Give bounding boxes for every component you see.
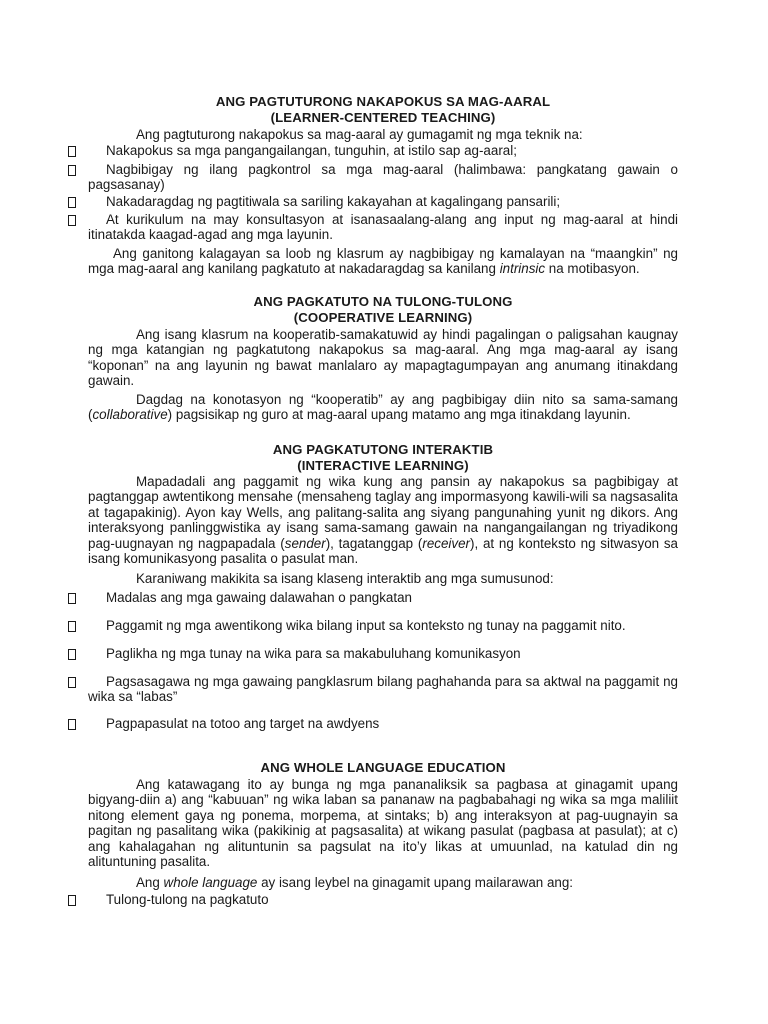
list-item	[68, 162, 678, 193]
paragraph-text: ), tagatanggap (	[325, 535, 423, 551]
bullet-box-icon	[68, 197, 76, 208]
section-title: ANG WHOLE LANGUAGE EDUCATION	[260, 760, 506, 775]
list-item	[68, 674, 678, 705]
list-item	[68, 590, 678, 605]
list-item	[68, 892, 678, 907]
bullet-box-icon	[68, 719, 76, 730]
section-subtitle: (COOPERATIVE LEARNING)	[293, 310, 473, 325]
list-item-text: Nakadaragdag ng pagtitiwala sa sariling kakayahan at kagalingang pansarili;	[106, 194, 561, 209]
list-item	[68, 646, 678, 661]
list-item-text: Tulong-tulong na pagkatuto	[106, 892, 269, 907]
bullet-box-icon	[68, 677, 76, 688]
paragraph-emphasis: sender	[284, 535, 326, 551]
list-item	[68, 212, 678, 243]
paragraph-emphasis: collaborative	[92, 407, 168, 423]
bullet-box-icon	[68, 895, 76, 906]
section-title: ANG PAGTUTURONG NAKAPOKUS SA MAG-AARAL	[215, 94, 551, 109]
section-subtitle: (INTERACTIVE LEARNING)	[297, 458, 469, 473]
list-item	[68, 618, 678, 633]
section-intro: Karaniwang makikita sa isang klaseng interaktib ang mga sumusunod:	[136, 571, 554, 586]
paragraph-text-end: ) pagsisikap ng guro at mag-aaral upang matamo ang mga itinakdang layunin.	[167, 407, 631, 423]
bullet-box-icon	[68, 649, 76, 660]
list-item-text: Pagpapasulat na totoo ang target na awdyens	[106, 716, 380, 731]
list-item-text: Pagsasagawa ng mga gawaing pangklasrum bilang paghahanda para sa aktwal na paggamit ng wika sa “labas”	[88, 674, 678, 705]
paragraph-text-end: ), at ng konteksto ng sitwasyon sa isang komunikasyong pasalita o pasulat man.	[88, 535, 679, 567]
intro-text-end: ay isang leybel na ginagamit upang mailarawan ang:	[257, 875, 574, 890]
closing-text-end: na motibasyon.	[545, 261, 640, 277]
intro-emphasis: whole language	[163, 875, 258, 890]
list-item	[68, 143, 678, 158]
paragraph-text: Dagdag na konotasyon ng “kooperatib” ay ang pagbibigay diin nito sa sama-samang (	[88, 392, 678, 423]
list-item	[68, 716, 678, 731]
list-item-text: Madalas ang mga gawaing dalawahan o pangkatan	[106, 590, 412, 605]
list-item-text: Paglikha ng mga tunay na wika para sa makabuluhang komunikasyon	[106, 646, 521, 661]
list-item	[68, 194, 678, 209]
bullet-box-icon	[68, 215, 76, 226]
section-paragraph: Ang katawagang ito ay bunga ng mga pananaliksik sa pagbasa at ginagamit upang bigyang-diin a) ang “kabuuan” ng wika laban sa pananaw na pagbabahagi ng wika sa mga maliliit nitong element gaya ng ponema, morpema, at sintaks; b) ang interaksyon at pag-uugnayin sa pagitan ng pasalitang wika (pakikinig at pagsasalita) at wikang pasulat (pagbasa at pasulat); at c) ang kahalagahan ng alituntunin sa pagsulat na ito’y likas at umuunlad, na katulad din ng alituntuning pasalita.	[88, 777, 678, 870]
section-paragraph	[88, 474, 678, 566]
section-paragraph: Ang isang klasrum na kooperatib-samakatuwid ay hindi pagalingan o paligsahan kaugnay ng mga katangian ng pagkatutong nakapokus sa mag-aaral. Ang mga mag-aaral ay isang “koponan” na ang layunin ng bawat manlalaro ay mapagtagumpayan ang anumang itinakdang gawain.	[88, 327, 678, 389]
section-intro: Ang pagtuturong nakapokus sa mag-aaral ay gumagamit ng mga teknik na:	[136, 127, 583, 142]
section-subtitle: (LEARNER-CENTERED TEACHING)	[270, 110, 496, 125]
intro-text: Ang	[136, 875, 164, 890]
section-title: ANG PAGKATUTO NA TULONG-TULONG	[253, 294, 513, 309]
closing-emphasis: intrinsic	[499, 261, 546, 277]
list-item-text: Nakapokus sa mga pangangailangan, tunguhin, at istilo sap ag-aaral;	[106, 143, 517, 158]
bullet-box-icon	[68, 621, 76, 632]
section-paragraph	[88, 392, 678, 423]
list-item-text: At kurikulum na may konsultasyon at isanasaalang-alang ang input ng mag-aaral at hindi itinatakda kaagad-agad ang mga layunin.	[88, 212, 678, 243]
bullet-box-icon	[68, 593, 76, 604]
bullet-box-icon	[68, 146, 76, 157]
paragraph-emphasis: receiver	[422, 535, 470, 551]
section-title: ANG PAGKATUTONG INTERAKTIB	[272, 442, 494, 457]
list-item-text: Paggamit ng mga awentikong wika bilang input sa konteksto ng tunay na paggamit nito.	[106, 618, 626, 633]
closing-text: Ang ganitong kalagayan sa loob ng klasrum ay nagbibigay ng kamalayan na “maangkin” ng mga mag-aaral ang kanilang pagkatuto at nakadaragdag sa kanilang	[88, 246, 678, 277]
section-closing	[88, 246, 678, 277]
section-intro	[88, 875, 678, 890]
list-item-text: Nagbibigay ng ilang pagkontrol sa mga mag-aaral (halimbawa: pangkatang gawain o pagsasanay)	[88, 162, 678, 193]
paragraph-text: Mapadadali ang paggamit ng wika kung ang pansin ay nakapokus sa pagbibigay at pagtanggap awtentikong mensahe (mensaheng taglay ang impormasyong kawili-wili sa nagsasalita at tagapakinig). Ayon kay Wells, ang palitang-salita ang siyang pangunahing yunit ng dikors. Ang interaksyong panlinggwistika ay isang sama-samang gawain na nangangailangan ng triyadikong pag-uugnayan ng nagpapadala (	[88, 474, 678, 551]
bullet-box-icon	[68, 165, 76, 176]
